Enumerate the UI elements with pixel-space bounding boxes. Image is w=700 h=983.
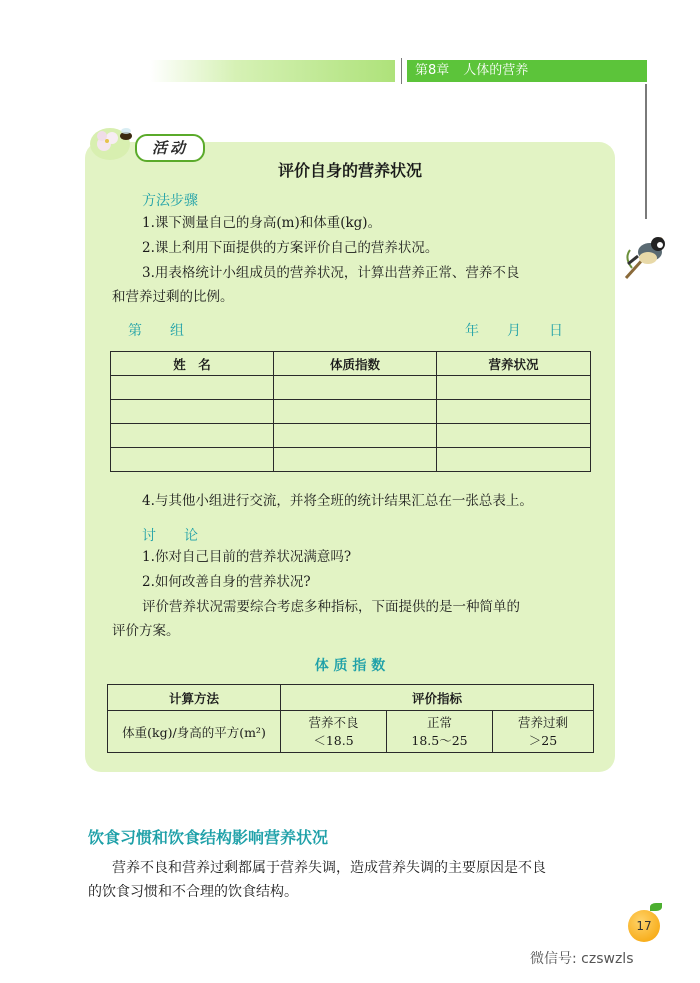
group-label: 第 组 (128, 323, 184, 339)
discuss-heading: 讨 论 (142, 528, 198, 544)
header-divider (401, 58, 402, 84)
bmi-level-underweight (281, 711, 387, 753)
bmi-level-name: 正常 (426, 714, 452, 730)
bmi-table (107, 684, 594, 753)
step-2: 2.课上利用下面提供的方案评价自己的营养状况。 (142, 240, 439, 256)
bmi-level-range: ＜18.5 (313, 732, 354, 748)
page-number: 17 (628, 910, 660, 942)
table-row (111, 400, 591, 424)
note-line-1: 评价营养状况需要综合考虑多种指标，下面提供的是一种简单的 (142, 599, 520, 615)
table-row (111, 424, 591, 448)
table-row (111, 448, 591, 472)
bmi-level-normal (387, 711, 493, 753)
watermark: 微信号: czswzls (530, 951, 634, 967)
table-header-status: 营养状况 (437, 352, 591, 376)
bmi-level-name: 营养不良 (308, 714, 359, 730)
table-header-bmi: 体质指数 (274, 352, 437, 376)
note-line-2: 评价方案。 (112, 623, 180, 639)
step-3-continued: 和营养过剩的比例。 (112, 289, 234, 305)
section-heading: 饮食习惯和饮食结构影响营养状况 (88, 828, 329, 847)
method-heading: 方法步骤 (142, 193, 198, 209)
flower-bee-icon (88, 122, 140, 162)
chapter-header (407, 60, 647, 82)
step-4: 4.与其他小组进行交流，并将全班的统计结果汇总在一张总表上。 (142, 493, 533, 509)
table-header-name: 姓 名 (111, 352, 274, 376)
bmi-heading: 体 质 指 数 (314, 658, 386, 674)
margin-rule (645, 84, 647, 219)
table-row (111, 376, 591, 400)
header-gradient-bar (150, 60, 395, 82)
bmi-header-criteria: 评价指标 (281, 685, 594, 711)
bmi-formula: 体重(kg)/身高的平方(m²) (108, 711, 281, 753)
statistics-table (110, 351, 591, 472)
section-line-2: 的饮食习惯和不合理的饮食结构。 (88, 884, 298, 900)
bmi-level-range: ＞25 (528, 732, 558, 748)
bmi-level-overweight (493, 711, 594, 753)
date-label: 年 月 日 (465, 323, 563, 339)
chapter-number: 第8章 (415, 63, 450, 78)
step-1: 1.课下测量自己的身高(m)和体重(kg)。 (142, 215, 382, 231)
bmi-header-method: 计算方法 (108, 685, 281, 711)
activity-title: 评价自身的营养状况 (277, 161, 422, 180)
bmi-level-range: 18.5～25 (411, 732, 468, 748)
chapter-title: 人体的营养 (463, 63, 529, 78)
bmi-level-name: 营养过剩 (517, 714, 568, 730)
leaf-icon (650, 903, 662, 911)
discuss-item-1: 1.你对自己目前的营养状况满意吗? (142, 549, 352, 565)
discuss-item-2: 2.如何改善自身的营养状况? (142, 574, 311, 590)
bird-icon (622, 228, 670, 286)
step-3: 3.用表格统计小组成员的营养状况，计算出营养正常、营养不良 (142, 265, 520, 281)
section-line-1: 营养不良和营养过剩都属于营养失调，造成营养失调的主要原因是不良 (112, 860, 546, 876)
activity-badge: 活动 (135, 134, 205, 162)
